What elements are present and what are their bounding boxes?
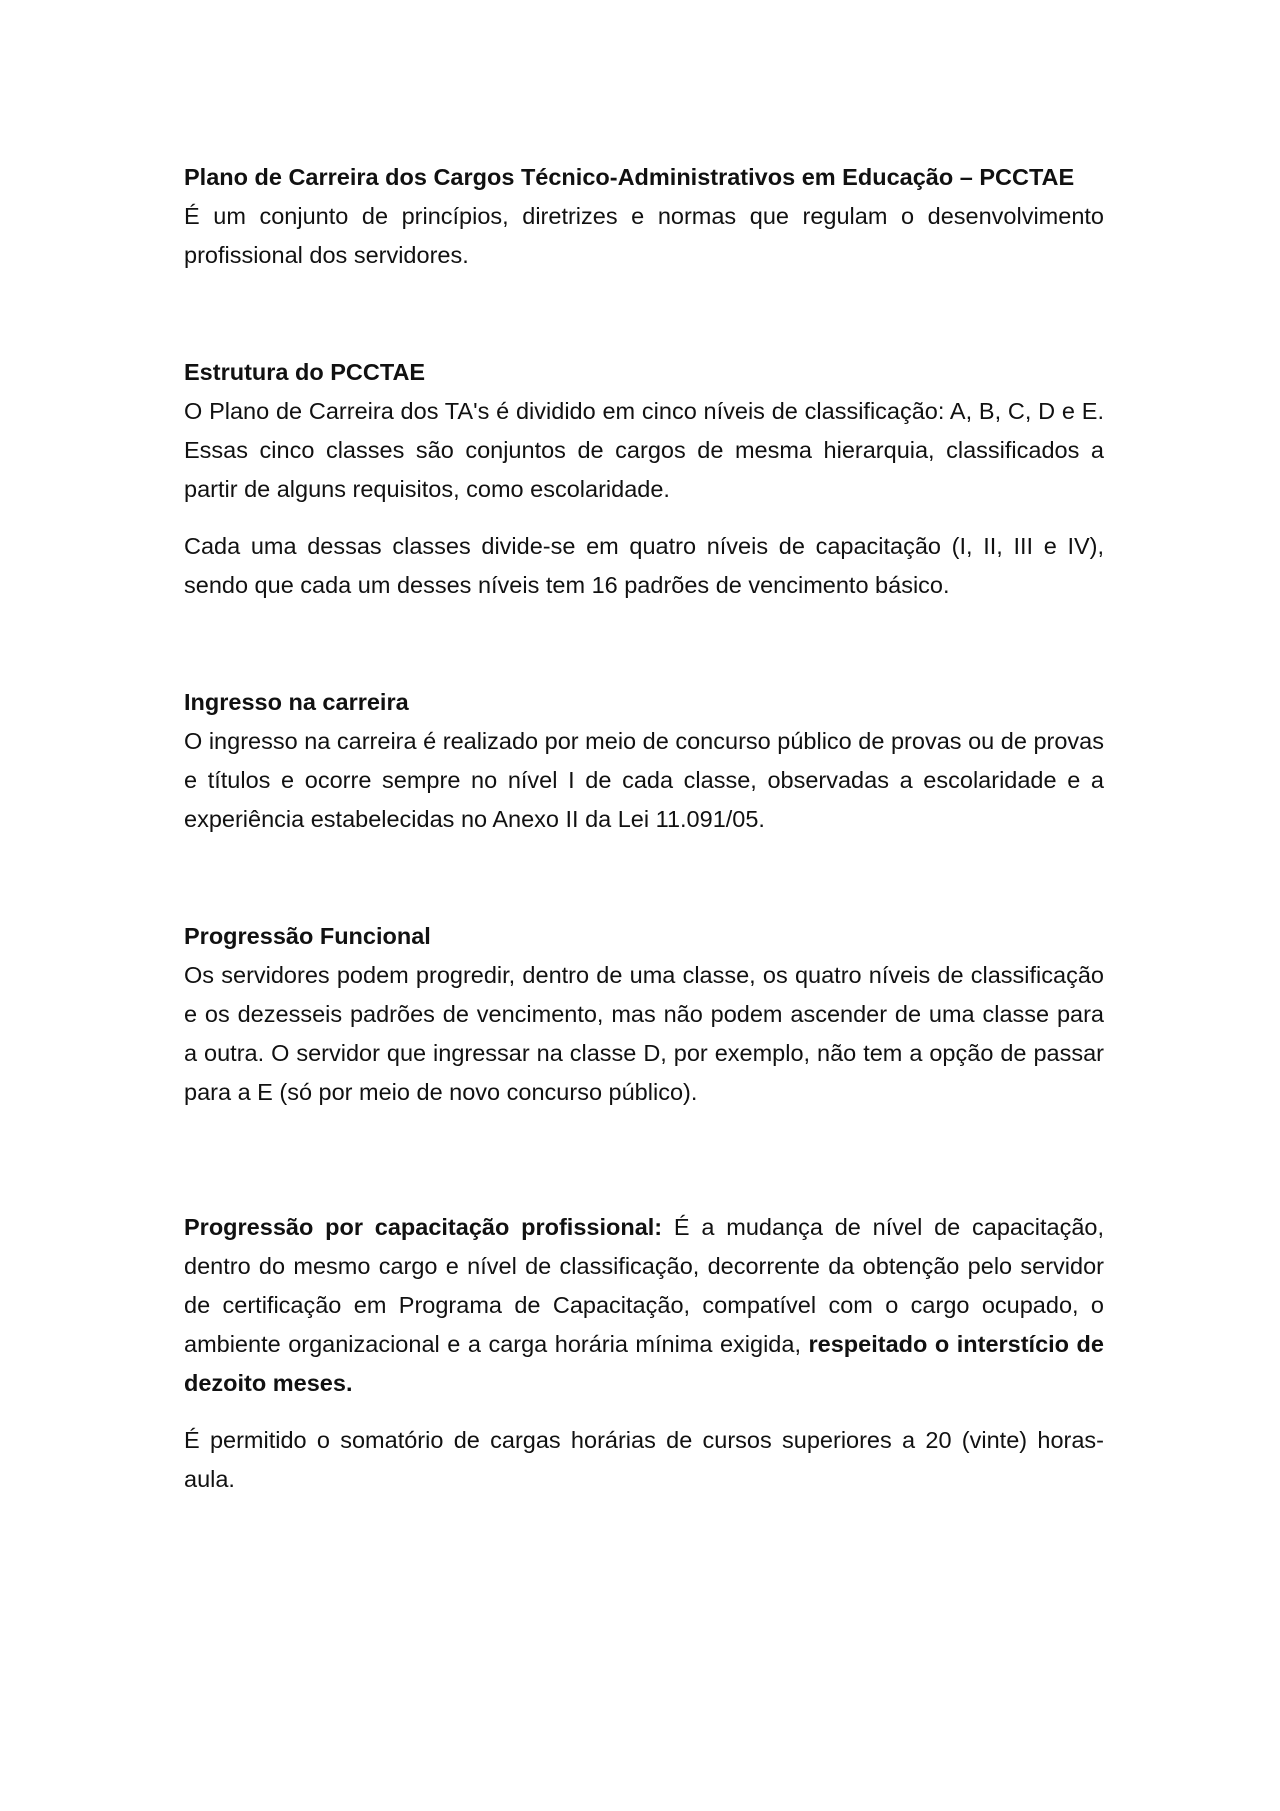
section-pcctae-intro [184, 158, 1104, 275]
section-progressao-capacitacao [184, 1208, 1104, 1499]
paragraph-pcctae-definition: É um conjunto de princípios, diretrizes e normas que regulam o desenvolvimento profissional dos servidores. [184, 203, 1104, 268]
paragraph-ingresso: O ingresso na carreira é realizado por meio de concurso público de provas ou de provas e títulos e ocorre sempre no nível I de cada classe, observadas a escolaridade e a experiência estabelecidas no Anexo II da Lei 11.091/05. [184, 728, 1104, 832]
section-progressao-funcional [184, 917, 1104, 1112]
heading-estrutura: Estrutura do PCCTAE [184, 359, 426, 385]
text-progressao-capacitacao: É a mudança de nível de capacitação, dentro do mesmo cargo e nível de classificação, decorrente da obtenção pelo servidor de certificação em Programa de Capacitação, compatível com o cargo ocupado, o ambiente organizacional e a carga horária mínima exigida, [184, 1214, 1104, 1357]
emphasis-intersticio: respeitado o interstício de dezoito meses. [184, 1331, 1104, 1396]
heading-ingresso: Ingresso na carreira [184, 689, 409, 715]
section-estrutura [184, 353, 1104, 605]
paragraph-progressao-capacitacao [184, 1208, 1104, 1403]
heading-progressao-funcional: Progressão Funcional [184, 923, 431, 949]
paragraph-progressao-funcional: Os servidores podem progredir, dentro de uma classe, os quatro níveis de classificação e os dezesseis padrões de vencimento, mas não podem ascender de uma classe para a outra. O servidor que ingressar na classe D, por exemplo, não tem a opção de passar para a E (só por meio de novo concurso público). [184, 962, 1104, 1105]
lead-progressao-capacitacao: Progressão por capacitação profissional: [184, 1214, 663, 1240]
heading-pcctae: Plano de Carreira dos Cargos Técnico-Administrativos em Educação – PCCTAE [184, 164, 1075, 190]
paragraph-somatorio-cargas: É permitido o somatório de cargas horárias de cursos superiores a 20 (vinte) horas-aula. [184, 1427, 1104, 1492]
paragraph-estrutura-capacitacao: Cada uma dessas classes divide-se em quatro níveis de capacitação (I, II, III e IV), sendo que cada um desses níveis tem 16 padrões de vencimento básico. [184, 533, 1104, 598]
section-ingresso [184, 683, 1104, 839]
document-page [184, 158, 1104, 1499]
paragraph-estrutura-niveis: O Plano de Carreira dos TA's é dividido em cinco níveis de classificação: A, B, C, D e E. Essas cinco classes são conjuntos de cargos de mesma hierarquia, classificados a partir de alguns requisitos, como escolaridade. [184, 398, 1104, 502]
